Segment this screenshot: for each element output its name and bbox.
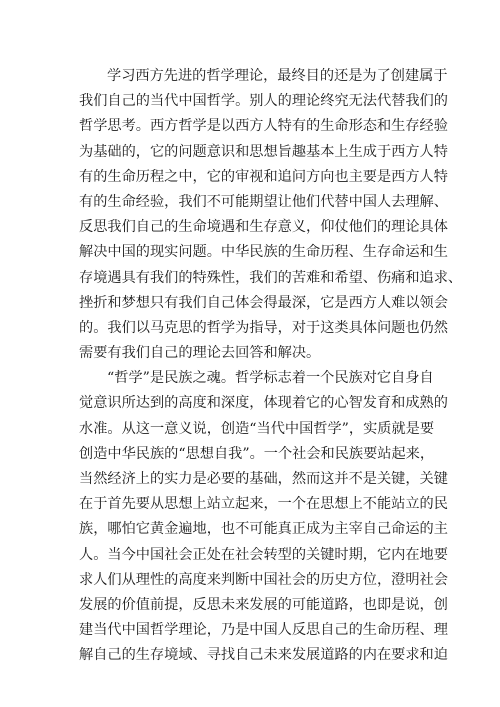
paragraph-2 (79, 366, 448, 668)
text-line: 反思我们自己的生命境遇和生存意义，仰仗他们的理论具体 (79, 219, 448, 236)
text-line: 在于首先要从思想上站立起来，一个在思想上不能站立的民 (79, 496, 448, 513)
text-line: 存境遇具有我们的特殊性，我们的苦难和希望、伤痛和追求、 (79, 269, 463, 286)
text-line: 需要有我们自己的理论去回答和解决。 (79, 345, 321, 362)
text-line: 发展的价值前提，反思未来发展的可能道路，也即是说，创 (79, 596, 448, 613)
text-line: 解决中国的现实问题。中华民族的生命历程、生存命运和生 (79, 244, 448, 261)
text-line: 当然经济上的实力是必要的基础，然而这并不是关键，关键 (79, 471, 448, 487)
text-line: 建当代中国哲学理论，乃是中国人反思自己的生命历程、理 (79, 622, 448, 639)
text-line: 人。当今中国社会正处在社会转型的关键时期，它内在地要 (79, 546, 448, 563)
text-line: 为基础的，它的问题意识和思想旨趣基本上生成于西方人特 (79, 143, 448, 160)
text-line: 有的生命历程之中，它的审视和追问方向也主要是西方人特 (79, 168, 448, 185)
text-line: 解自己的生存境域、寻找自己未来发展道路的内在要求和迫 (79, 647, 448, 664)
text-line: 求人们从理性的高度来判断中国社会的历史方位，澄明社会 (79, 571, 448, 588)
text-line: 我们自己的当代中国哲学。别人的理论终究无法代替我们的 (79, 93, 448, 110)
text-line: “哲学”是民族之魂。哲学标志着一个民族对它自身自 (107, 370, 434, 387)
text-line: 学习西方先进的哲学理论，最终目的还是为了创建属于 (107, 68, 448, 84)
text-line: 的。我们以马克思的哲学为指导，对于这类具体问题也仍然 (79, 319, 448, 336)
text-line: 觉意识所达到的高度和深度，体现着它的心智发育和成熟的 (79, 395, 448, 412)
text-line: 族，哪怕它黄金遍地，也不可能真正成为主宰自己命运的主 (79, 521, 448, 538)
text-line: 挫折和梦想只有我们自己体会得最深，它是西方人难以领会 (79, 294, 448, 311)
text-line: 水准。从这一意义说，创造“当代中国哲学”，实质就是要 (79, 420, 435, 437)
text-line: 哲学思考。西方哲学是以西方人特有的生命形态和生存经验 (79, 118, 448, 135)
document-body (79, 64, 463, 669)
paragraph-1 (79, 64, 463, 366)
text-line: 有的生命经验，我们不可能期望让他们代替中国人去理解、 (79, 193, 448, 210)
text-line: 创造中华民族的“思想自我”。一个社会和民族要站起来， (79, 445, 435, 462)
